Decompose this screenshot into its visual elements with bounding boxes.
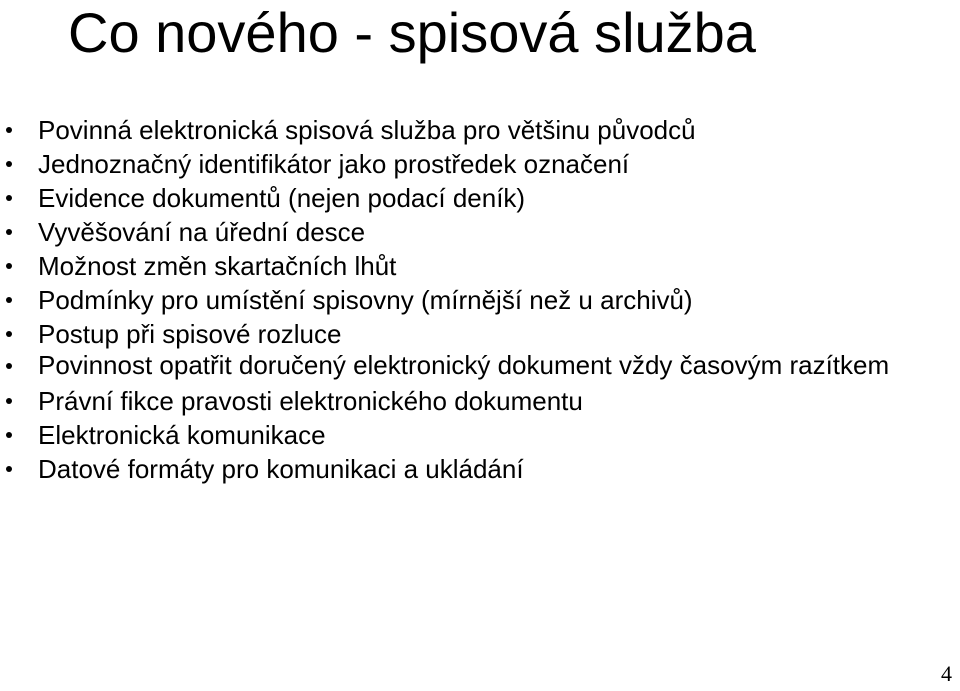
bullet-item xyxy=(0,351,900,379)
bullet-item xyxy=(0,215,900,249)
bullet-item xyxy=(0,147,900,181)
bullet-item xyxy=(0,283,900,317)
bullet-text: Povinnost opatřit doručený elektronický dokument vždy časovým razítkem xyxy=(38,350,890,380)
bullet-text: Možnost změn skartačních lhůt xyxy=(38,251,397,281)
bullet-dot-icon xyxy=(6,127,12,133)
bullet-text: Vyvěšování na úřední desce xyxy=(38,217,366,247)
bullet-item xyxy=(0,181,900,215)
bullet-dot-icon xyxy=(6,229,12,235)
bullet-text: Postup při spisové rozluce xyxy=(38,319,342,349)
bullet-dot-icon xyxy=(6,161,12,167)
bullet-text: Povinná elektronická spisová služba pro většinu původců xyxy=(38,115,696,145)
bullet-list xyxy=(0,113,900,486)
bullet-text: Jednoznačný identifikátor jako prostředek označení xyxy=(38,149,630,179)
bullet-dot-icon xyxy=(6,297,12,303)
bullet-dot-icon xyxy=(6,398,12,404)
bullet-text: Elektronická komunikace xyxy=(38,420,326,450)
bullet-item xyxy=(0,249,900,283)
slide-title: Co nového - spisová služba xyxy=(68,1,756,64)
bullet-text: Datové formáty pro komunikaci a ukládání xyxy=(38,454,524,484)
bullet-dot-icon xyxy=(6,466,12,472)
bullet-dot-icon xyxy=(6,195,12,201)
page-number: 4 xyxy=(941,661,952,686)
bullet-item xyxy=(0,384,900,418)
bullet-item xyxy=(0,452,900,486)
bullet-item xyxy=(0,113,900,147)
bullet-item xyxy=(0,418,900,452)
bullet-text: Podmínky pro umístění spisovny (mírnější než u archivů) xyxy=(38,285,693,315)
bullet-item xyxy=(0,317,900,351)
bullet-dot-icon xyxy=(6,432,12,438)
bullet-dot-icon xyxy=(6,331,12,337)
bullet-dot-icon xyxy=(6,263,12,269)
bullet-dot-icon xyxy=(6,363,12,369)
bullet-text: Právní fikce pravosti elektronického dokumentu xyxy=(38,386,583,416)
bullet-text: Evidence dokumentů (nejen podací deník) xyxy=(38,183,526,213)
